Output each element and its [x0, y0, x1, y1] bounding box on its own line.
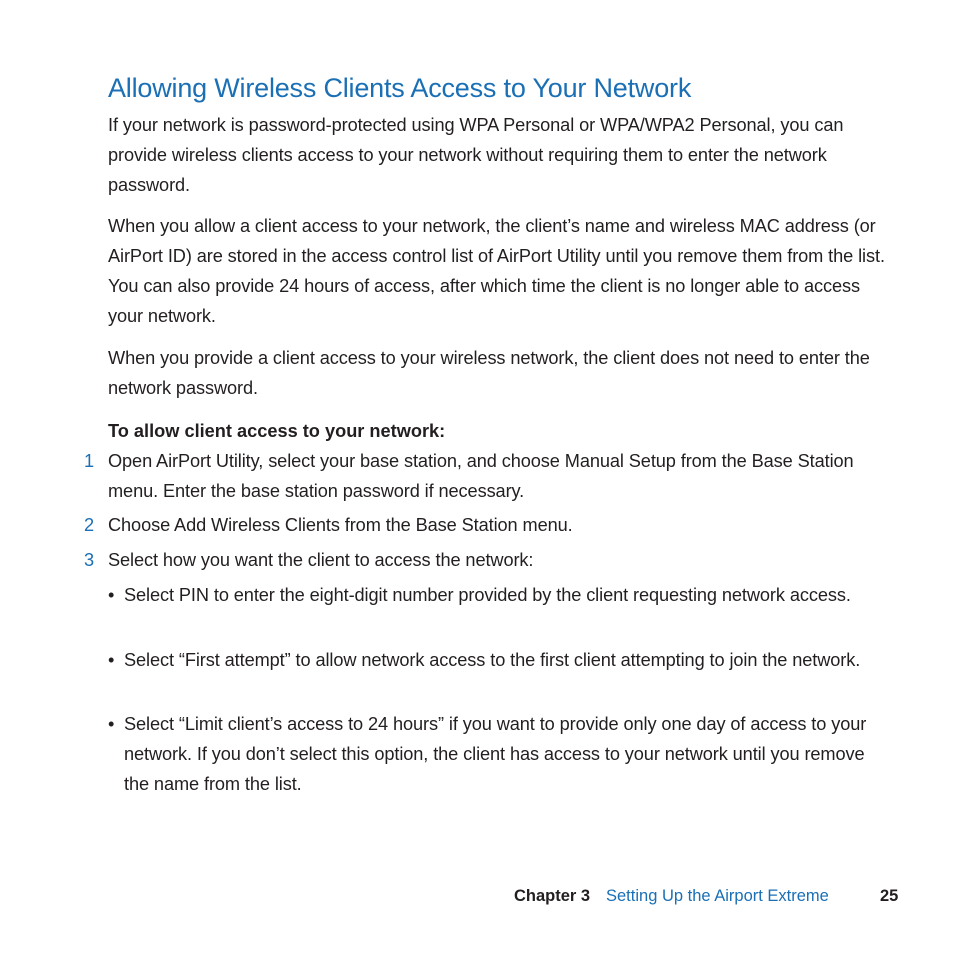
bullet-text: Select PIN to enter the eight-digit number provided by the client requesting network access.	[124, 585, 851, 605]
step-text: Open AirPort Utility, select your base station, and choose Manual Setup from the Base Station menu. Enter the base station password if necessary.	[108, 451, 854, 501]
bullet-icon: •	[108, 714, 115, 734]
section-heading: Allowing Wireless Clients Access to Your Network	[108, 73, 692, 103]
footer-chapter-title: Setting Up the Airport Extreme	[606, 887, 829, 905]
bullet-text: Select “Limit client’s access to 24 hours” if you want to provide only one day of access to your network. If you don’t select this option, the client has access to your network until you remove the name from the list.	[124, 714, 867, 794]
step-number: 3	[84, 550, 95, 570]
intro-paragraph: If your network is password-protected using WPA Personal or WPA/WPA2 Personal, you can provide wireless clients access to your network without requiring them to enter the network password.	[108, 115, 844, 195]
bullet-text: Select “First attempt” to allow network access to the first client attempting to join the network.	[124, 650, 861, 670]
step-number: 1	[84, 451, 95, 471]
access-control-paragraph: When you allow a client access to your network, the client’s name and wireless MAC address (or AirPort ID) are stored in the access control list of AirPort Utility until you remove them from the list. You can also provide 24 hours of access, after which time the client is no longer able to access your network.	[108, 216, 885, 326]
password-paragraph: When you provide a client access to your wireless network, the client does not need to enter the network password.	[108, 348, 870, 398]
step-number: 2	[84, 515, 95, 535]
footer-chapter: Chapter 3	[514, 887, 591, 905]
procedure-heading: To allow client access to your network:	[108, 421, 446, 441]
page-number: 25	[880, 887, 899, 905]
bullet-icon: •	[108, 585, 115, 605]
bullet-icon: •	[108, 650, 115, 670]
step-text: Choose Add Wireless Clients from the Base Station menu.	[108, 515, 573, 535]
step-text: Select how you want the client to access the network:	[108, 550, 534, 570]
